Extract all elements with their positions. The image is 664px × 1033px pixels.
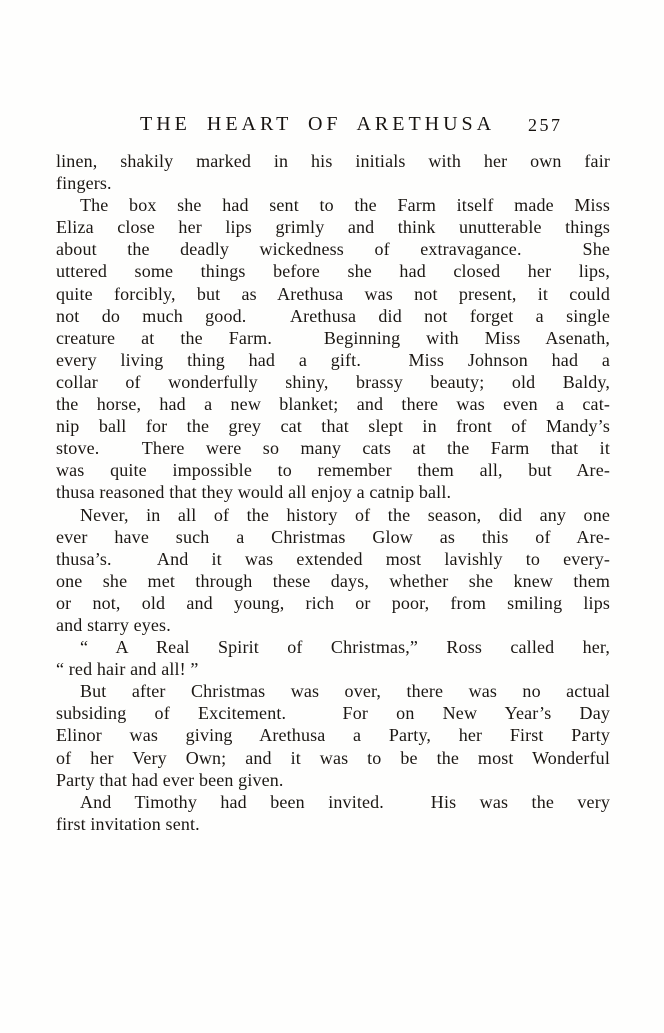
- text-line: subsiding of Excitement. For on New Year’s Day: [56, 703, 610, 724]
- text-line: Elinor was giving Arethusa a Party, her First Party: [56, 725, 610, 746]
- text-line: “ A Real Spirit of Christmas,” Ross called her,: [80, 637, 610, 658]
- running-header: [56, 113, 610, 141]
- text-line: “ red hair and all! ”: [56, 659, 199, 680]
- text-line: linen, shakily marked in his initials with her own fair: [56, 151, 610, 171]
- text-line: The box she had sent to the Farm itself made Miss: [80, 195, 610, 216]
- text-line: first invitation sent.: [56, 813, 200, 834]
- paragraph: [56, 680, 610, 790]
- text-line: creature at the Farm. Beginning with Miss Asenath,: [56, 327, 610, 348]
- page-number: 257: [528, 115, 563, 135]
- text-line: the horse, had a new blanket; and there was even a cat-: [56, 394, 610, 415]
- page-body: [56, 150, 610, 835]
- paragraph: [56, 194, 610, 503]
- text-line: about the deadly wickedness of extravagance. She: [56, 239, 610, 260]
- text-line: nip ball for the grey cat that slept in front of Mandy’s: [56, 416, 610, 437]
- text-line: stove. There were so many cats at the Farm that it: [56, 438, 610, 459]
- text-line: and starry eyes.: [56, 614, 171, 635]
- text-line: Eliza close her lips grimly and think unutterable things: [56, 217, 610, 238]
- text-line: Never, in all of the history of the season, did any one: [80, 504, 610, 525]
- text-line: not do much good. Arethusa did not forget a single: [56, 305, 610, 326]
- text-line: every living thing had a gift. Miss Johnson had a: [56, 349, 610, 370]
- text-line: But after Christmas was over, there was no actual: [80, 681, 610, 702]
- text-line: quite forcibly, but as Arethusa was not present, it could: [56, 283, 610, 304]
- text-line: one she met through these days, whether she knew them: [56, 570, 610, 591]
- chapter-title: THE HEART OF ARETHUSA: [140, 113, 496, 135]
- paragraph: [56, 504, 610, 637]
- paragraph: [56, 636, 610, 680]
- text-line: ever have such a Christmas Glow as this of Are-: [56, 526, 610, 547]
- text-line: of her Very Own; and it was to be the most Wonderful: [56, 747, 610, 768]
- paragraph: [56, 150, 610, 194]
- text-line: was quite impossible to remember them all, but Are-: [56, 460, 610, 481]
- paragraph: [56, 791, 610, 835]
- text-line: thusa reasoned that they would all enjoy a catnip ball.: [56, 482, 452, 503]
- text-line: And Timothy had been invited. His was the very: [80, 791, 610, 812]
- text-line: fingers.: [56, 173, 112, 194]
- text-line: uttered some things before she had closed her lips,: [56, 261, 610, 282]
- text-line: thusa’s. And it was extended most lavishly to every-: [56, 548, 610, 569]
- text-line: collar of wonderfully shiny, brassy beauty; old Baldy,: [56, 371, 610, 392]
- text-line: or not, old and young, rich or poor, from smiling lips: [56, 592, 610, 613]
- text-line: Party that had ever been given.: [56, 769, 284, 790]
